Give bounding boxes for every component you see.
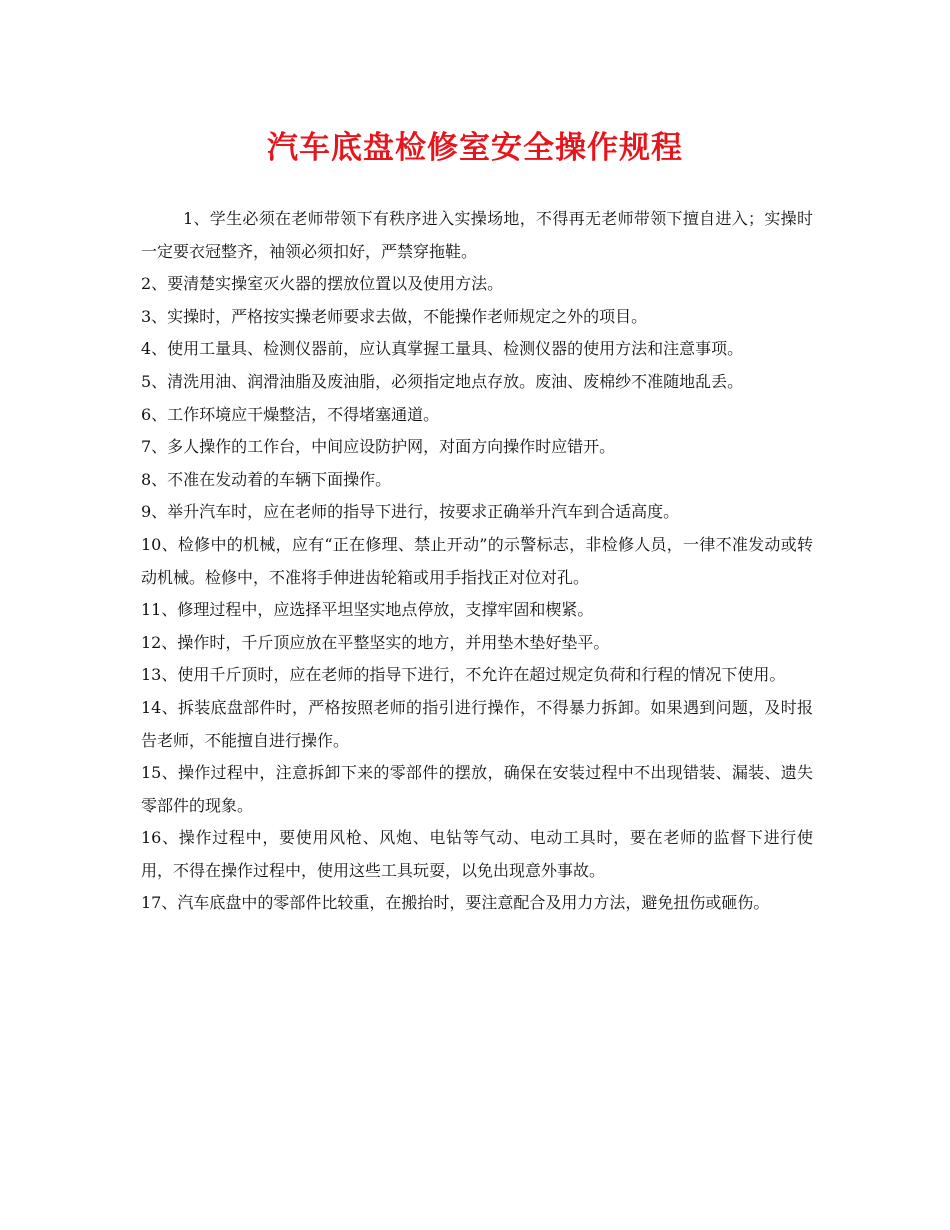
rule-paragraph-5: 5、清洗用油、润滑油脂及废油脂，必须指定地点存放。废油、废棉纱不准随地乱丢。 [141, 371, 744, 391]
rule-paragraph-2: 2、要清楚实操室灭火器的摆放位置以及使用方法。 [141, 274, 504, 294]
rule-paragraph-10: 10、检修中的机械，应有“正在修理、禁止开动”的示警标志，非检修人员，一律不准发动或转动机械。检修中，不准将手伸进齿轮箱或用手指找正对位对孔。 [141, 534, 813, 587]
rule-paragraph-9: 9、举升汽车时，应在老师的指导下进行，按要求正确举升汽车到合适高度。 [141, 502, 680, 522]
rule-paragraph-1: 1、学生必须在老师带领下有秩序进入实操场地，不得再无老师带领下擅自进入；实操时一定要衣冠整齐，袖领必须扣好，严禁穿拖鞋。 [141, 209, 813, 261]
rule-paragraph-14: 14、拆装底盘部件时，严格按照老师的指引进行操作，不得暴力拆卸。如果遇到问题，及时报告老师，不能擅自进行操作。 [141, 697, 813, 750]
rule-paragraph-17: 17、汽车底盘中的零部件比较重，在搬抬时，要注意配合及用力方法，避免扭伤或砸伤。 [141, 893, 770, 913]
document-body [141, 203, 813, 920]
rule-paragraph-8: 8、不准在发动着的车辆下面操作。 [141, 469, 392, 489]
rule-paragraph-12: 12、操作时，千斤顶应放在平整坚实的地方，并用垫木垫好垫平。 [141, 632, 610, 652]
document-title: 汽车底盘检修室安全操作规程 [267, 130, 683, 166]
rule-paragraph-6: 6、工作环境应干燥整洁，不得堵塞通道。 [141, 404, 440, 424]
rule-paragraph-16: 16、操作过程中，要使用风枪、风炮、电钻等气动、电动工具时，要在老师的监督下进行使用，不得在操作过程中，使用这些工具玩耍，以免出现意外事故。 [141, 828, 813, 880]
rule-paragraph-3: 3、实操时，严格按实操老师要求去做，不能操作老师规定之外的项目。 [141, 306, 648, 326]
rule-paragraph-4: 4、使用工量具、检测仪器前，应认真掌握工量具、检测仪器的使用方法和注意事项。 [141, 339, 744, 359]
rule-paragraph-7: 7、多人操作的工作台，中间应设防护网，对面方向操作时应错开。 [141, 437, 616, 457]
rule-paragraph-13: 13、使用千斤顶时，应在老师的指导下进行，不允许在超过规定负荷和行程的情况下使用。 [141, 665, 786, 685]
rule-paragraph-11: 11、修理过程中，应选择平坦坚实地点停放，支撑牢固和楔紧。 [141, 600, 594, 620]
rule-paragraph-15: 15、操作过程中，注意拆卸下来的零部件的摆放，确保在安装过程中不出现错装、漏装、遗失零部件的现象。 [141, 763, 813, 815]
